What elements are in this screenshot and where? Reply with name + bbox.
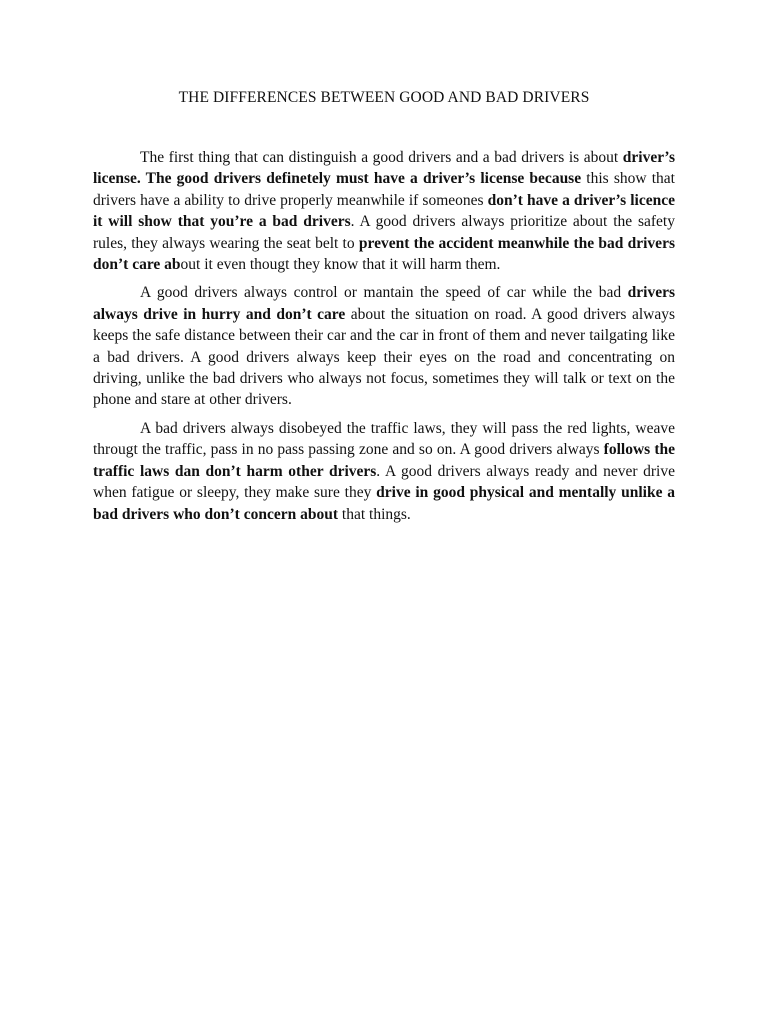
paragraph-1-span-4: don’t have a driver’s licence it will show that you’re a bad drivers [93, 191, 675, 231]
paragraph-2 [93, 282, 675, 410]
paragraph-1-span-7: out it even thougt they know that it will harm them. [180, 256, 501, 274]
paragraph-3-span-3: . A good drivers always ready and never drive when fatigue or sleepy, they make sure they [93, 462, 675, 502]
paragraph-1-span-1: The first thing that can distinguish a good drivers and a bad drivers is about [140, 149, 623, 166]
paragraph-3 [93, 418, 675, 525]
paragraph-3-span-1: A bad drivers always disobeyed the traffic laws, they will pass the red lights, weave througt the traffic, pass in no pass passing zone and so on. A good drivers always [93, 419, 675, 459]
paragraph-1-span-5: . A good drivers always prioritize about the safety rules, they always wearing the seat belt to [93, 213, 675, 252]
paragraph-2-span-2: drivers always drive in hurry and don’t care [93, 284, 675, 323]
paragraph-1 [93, 147, 675, 275]
paragraph-3-span-5: that things. [338, 505, 411, 523]
paragraph-3-span-2: follows the traffic laws dan don’t harm other drivers [93, 441, 676, 480]
paragraph-3-span-4: drive in good physical and mentally unlike a bad drivers who don’t concern about [93, 484, 676, 523]
paragraph-1-span-2: driver’s license. The good drivers definetely must have a driver’s license because [93, 149, 675, 188]
paragraph-1-span-6: prevent the accident meanwhile the bad drivers don’t care ab [93, 234, 675, 274]
paragraph-2-span-3: about the situation on road. A good drivers always keeps the safe distance between their car and the car in front of them and never tailgating like a bad drivers. A good drivers always keep their eyes on the road and concentrating on driving, unlike the bad drivers who always not focus, sometimes they will talk or text on the phone and stare at other drivers. [93, 305, 676, 409]
paragraph-1-span-3: this show that drivers have a ability to drive properly meanwhile if someones [93, 170, 675, 209]
paragraph-2-span-1: A good drivers always control or mantain the speed of car while the bad [140, 284, 628, 302]
document-body [93, 147, 675, 532]
document-title: THE DIFFERENCES BETWEEN GOOD AND BAD DRIVERS [178, 89, 590, 106]
